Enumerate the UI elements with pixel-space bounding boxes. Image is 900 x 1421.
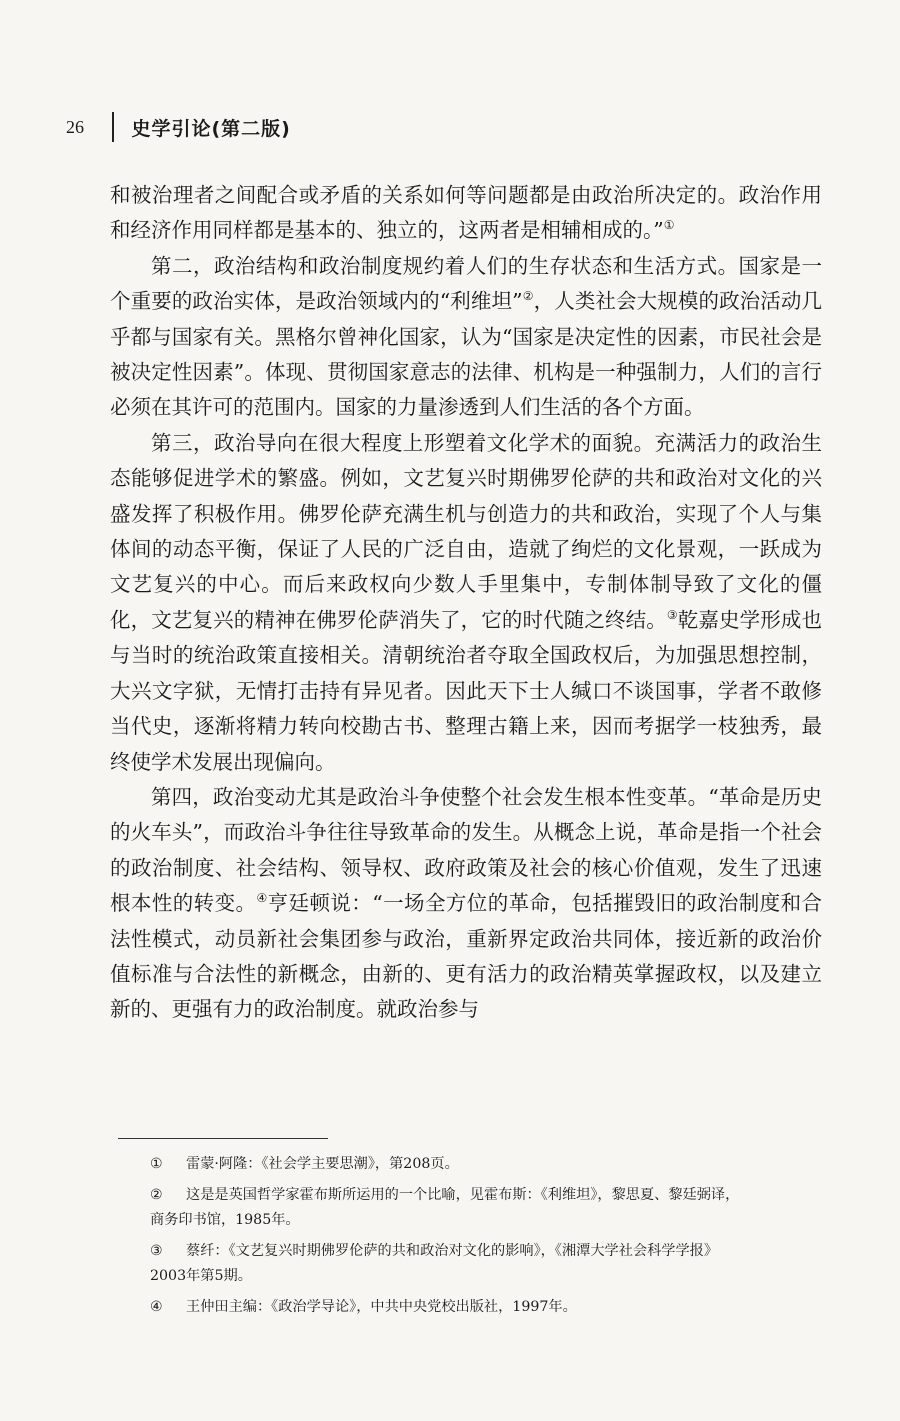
paragraph-text: 第二，政治结构和政治制度规约着人们的生存状态和生活方式。国家是一个重要的政治实体，是政治领域内的“利维坦”	[110, 253, 822, 314]
paragraph-3	[110, 426, 822, 780]
footnote-1	[150, 1152, 830, 1177]
footnote-text-continued: 商务印书馆，1985年。	[150, 1212, 300, 1228]
paragraph-text: ，人类社会大规模的政治活动几乎都与国家有关。黑格尔曾神化国家，认为“国家是决定性的因素，市民社会是被决定性因素”。体现、贯彻国家意志的法律、机构是一种强制力，人们的言行必须在其许可的范围内。国家的力量渗透到人们生活的各个方面。	[110, 289, 823, 420]
footnote-divider	[118, 1138, 328, 1139]
footnote-marker: ④	[150, 1299, 163, 1315]
paragraph-1	[110, 178, 822, 249]
body-text	[110, 178, 822, 1028]
footnote-marker: ②	[150, 1187, 163, 1203]
footnote-ref: ①	[663, 218, 675, 233]
page-number: 26	[66, 116, 84, 137]
paragraph-text: 亨廷顿说：“一场全方位的革命，包括摧毁旧的政治制度和合法性模式，动员新社会集团参与政治，重新界定政治共同体，接近新的政治价值标准与合法性的新概念，由新的、更有活力的政治精英掌握政权，以及建立新的、更强有力的政治制度。就政治参与	[110, 891, 823, 1022]
footnote-3	[150, 1239, 830, 1289]
footnote-text: 蔡纤：《文艺复兴时期佛罗伦萨的共和政治对文化的影响》，《湘潭大学社会科学学报》	[186, 1243, 719, 1259]
footnote-marker: ①	[150, 1156, 163, 1172]
paragraph-text: 和被治理者之间配合或矛盾的关系如何等问题都是由政治所决定的。政治作用和经济作用同样都是基本的、独立的，这两者是相辅相成的。”	[110, 183, 822, 243]
footnote-text: 雷蒙·阿隆：《社会学主要思潮》，第208页。	[186, 1156, 459, 1172]
footnote-text-continued: 2003年第5期。	[150, 1268, 252, 1284]
paragraph-4	[110, 780, 822, 1028]
footnote-2	[150, 1183, 830, 1233]
footnote-4	[150, 1295, 830, 1320]
footnotes	[150, 1152, 830, 1326]
paragraph-text: 乾嘉史学形成也与当时的统治政策直接相关。清朝统治者夺取全国政权后，为加强思想控制，大兴文字狱，无情打击持有异见者。因此天下士人缄口不谈国事，学者不敢修当代史，逐渐将精力转向校勘古书、整理古籍上来，因而考据学一枝独秀，最终使学术发展出现偏向。	[110, 607, 823, 774]
footnote-ref: ②	[522, 289, 534, 304]
page-header	[66, 112, 291, 142]
running-title: 史学引论(第二版)	[131, 117, 291, 140]
footnote-text: 这是是英国哲学家霍布斯所运用的一个比喻，见霍布斯：《利维坦》，黎思夏、黎廷弼译，	[186, 1187, 740, 1203]
paragraph-2	[110, 249, 822, 426]
paragraph-text: 第四，政治变动尤其是政治斗争使整个社会发生根本性变革。“革命是历史的火车头”，而政治斗争往往导致革命的发生。从概念上说，革命是指一个社会的政治制度、社会结构、领导权、政府政策及社会的核心价值观，发生了迅速根本性的转变。	[110, 784, 822, 916]
footnote-ref: ③	[666, 608, 678, 623]
footnote-ref: ④	[256, 891, 268, 906]
footnote-text: 王仲田主编：《政治学导论》，中共中央党校出版社，1997年。	[186, 1299, 577, 1315]
header-divider	[112, 112, 114, 142]
footnote-marker: ③	[150, 1243, 163, 1259]
paragraph-text: 第三，政治导向在很大程度上形塑着文化学术的面貌。充满活力的政治生态能够促进学术的繁盛。例如，文艺复兴时期佛罗伦萨的共和政治对文化的兴盛发挥了积极作用。佛罗伦萨充满生机与创造力的共和政治，实现了个人与集体间的动态平衡，保证了人民的广泛自由，造就了绚烂的文化景观，一跃成为文艺复兴的中心。而后来政权向少数人手里集中，专制体制导致了文化的僵化，文艺复兴的精神在佛罗伦萨消失了，它的时代随之终结。	[110, 430, 822, 632]
